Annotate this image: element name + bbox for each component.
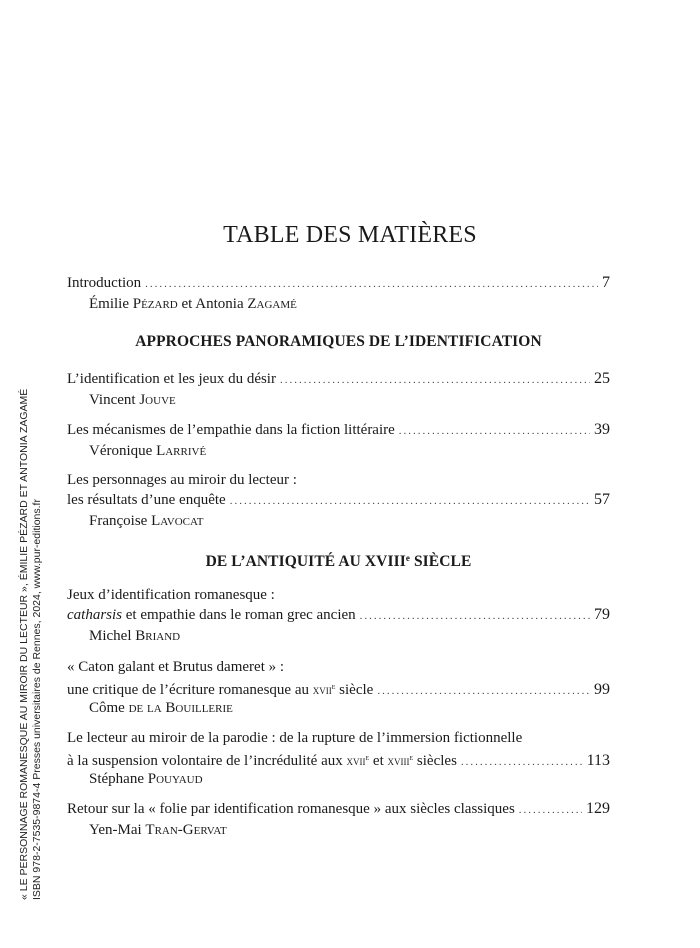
toc-entry[interactable] xyxy=(67,420,610,462)
side-copyright-note xyxy=(18,380,44,900)
toc-entry-page: 7 xyxy=(602,274,610,291)
toc-entry[interactable] xyxy=(67,657,610,719)
toc-entry-author: Émilie Pézard et Antonia Zagamé xyxy=(89,296,297,312)
toc-entry-title: Introduction xyxy=(67,275,142,291)
dot-leader xyxy=(230,491,590,511)
dot-leader xyxy=(399,421,590,441)
toc-entry-title: Jeux d’identification romanesque : xyxy=(67,587,275,603)
toc-entry[interactable] xyxy=(67,799,610,841)
dot-leader xyxy=(360,606,590,626)
dot-leader xyxy=(519,800,582,820)
toc-entry-title: Les mécanismes de l’empathie dans la fiction littéraire xyxy=(67,422,395,438)
toc-entry-introduction[interactable] xyxy=(67,273,610,315)
toc-entry-page: 39 xyxy=(594,421,610,438)
section-heading-approches: APPROCHES PANORAMIQUES DE L’IDENTIFICATION xyxy=(135,333,542,350)
toc-entry-title: Le lecteur au miroir de la parodie : de la rupture de l’immersion fictionnelle xyxy=(67,730,523,746)
toc-entry-author: Yen-Mai Tran-Gervat xyxy=(89,822,227,838)
toc-entry-author: Côme de la Bouillerie xyxy=(89,700,233,716)
toc-entry[interactable] xyxy=(67,585,610,647)
dot-leader xyxy=(377,681,590,701)
toc-entry-author: Véronique Larrivé xyxy=(89,443,207,459)
toc-entry[interactable] xyxy=(67,369,610,411)
toc-entry-title: Les personnages au miroir du lecteur : xyxy=(67,472,297,488)
toc-entry[interactable] xyxy=(67,470,610,532)
toc-entry-author: Vincent Jouve xyxy=(89,392,176,408)
dot-leader xyxy=(145,274,598,294)
toc-entry-author: Stéphane Pouyaud xyxy=(89,771,203,787)
toc-entry-page: 25 xyxy=(594,370,610,387)
toc-entry-page: 113 xyxy=(586,752,610,769)
toc-entry-title-continued: catharsis et empathie dans le roman grec ancien xyxy=(67,607,356,623)
toc-entry-title: Retour sur la « folie par identification romanesque » aux siècles classiques xyxy=(67,801,515,817)
section-heading-antiquite: DE L’ANTIQUITÉ AU XVIIIe SIÈCLE xyxy=(205,553,472,570)
toc-entry-author: Michel Briand xyxy=(89,628,181,644)
toc-entry-title: L’identification et les jeux du désir xyxy=(67,371,276,387)
toc-entry-page: 79 xyxy=(594,606,610,623)
page-title: TABLE DES MATIÈRES xyxy=(223,222,477,248)
toc-entry-page: 129 xyxy=(586,800,610,817)
dot-leader xyxy=(461,752,583,772)
toc-entry[interactable] xyxy=(67,728,610,790)
side-copyright-line-2: ISBN 978-2-7535-9874-4 Presses universitaires de Rennes, 2024, www.pur-editions.fr xyxy=(31,499,43,900)
toc-entry-title-continued: les résultats d’une enquête xyxy=(67,492,226,508)
toc-entry-page: 99 xyxy=(594,681,610,698)
toc-entry-author: Françoise Lavocat xyxy=(89,513,204,529)
toc-entry-title: « Caton galant et Brutus dameret » : xyxy=(67,659,285,675)
side-copyright-line-1: « LE PERSONNAGE ROMANESQUE AU MIROIR DU LECTEUR », ÉMILIE PÉZARD ET ANTONIA ZAGAMÉ xyxy=(18,388,30,900)
dot-leader xyxy=(280,370,590,390)
toc-entry-page: 57 xyxy=(594,491,610,508)
toc-entry-title-continued: à la suspension volontaire de l’incrédulité aux xvii$^e$ et xviii$^e$ siècles xyxy=(67,753,457,769)
toc-entry-title-continued: une critique de l’écriture romanesque au xvii$^e$ siècle xyxy=(67,682,374,698)
